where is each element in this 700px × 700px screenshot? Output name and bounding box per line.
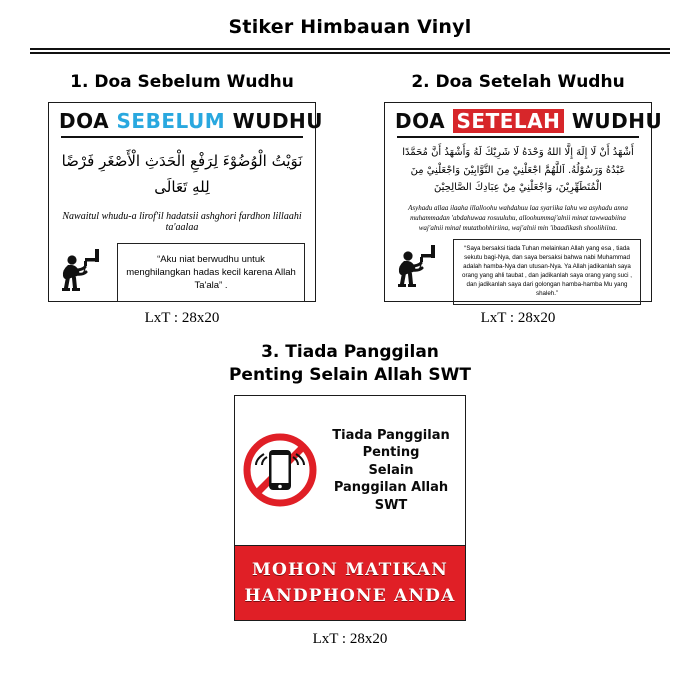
sticker-1-title-pre: DOA: [59, 109, 110, 133]
sticker-item-3: [0, 341, 700, 648]
sticker-2-card[interactable]: [384, 102, 663, 302]
sticker-3-heading: [229, 341, 471, 387]
sticker-3-heading-line2: Penting Selain Allah SWT: [228, 364, 472, 385]
sticker-3-message: [325, 427, 457, 515]
sticker-1-title-rule: [61, 136, 303, 138]
sticker-3-message-line2: Selain: [368, 462, 414, 478]
no-mobile-phone-icon: [241, 431, 319, 509]
sticker-1-meaning: “Aku niat berwudhu untuk menghilangkan hadas kecil karena Allah Ta'ala” .: [117, 243, 305, 303]
sticker-3-heading-line1: 3. Tiada Panggilan: [261, 342, 439, 362]
sticker-1-arabic: نَوَيْتُ الْوُضُوْءَ لِرَفْعِ الْحَدَثِ الْأَصْغَرِ فَرْضًا لِلهِ تَعَالَى: [61, 152, 303, 197]
page-title: Stiker Himbauan Vinyl: [228, 16, 472, 38]
wudhu-person-icon: [59, 243, 111, 295]
sticker-item-2: [368, 72, 668, 327]
sticker-1-title: [59, 109, 324, 133]
sticker-3-banner-line2: HANDPHONE ANDA: [244, 585, 456, 606]
sticker-3-message-line1: Tiada Panggilan Penting: [332, 427, 450, 461]
sticker-3-top: [235, 396, 465, 545]
sticker-2-dimension: LxT : 28x20: [480, 310, 556, 326]
sticker-1-transliteration: Nawaitul whudu-a lirof'il hadatsii ashghori fardhon lillaahi ta'aalaa: [62, 210, 302, 233]
sticker-2-title-rule: [397, 136, 639, 138]
sticker-2-bottom: [395, 239, 641, 305]
sticker-1-title-highlight: SEBELUM: [116, 109, 226, 133]
sticker-3-dimension: LxT : 28x20: [312, 630, 388, 647]
sticker-3-banner: [235, 545, 465, 620]
sticker-item-1: [32, 72, 332, 327]
sticker-1-dimension: LxT : 28x20: [144, 310, 220, 326]
sticker-1-bottom: [59, 243, 305, 303]
sticker-row-top: [0, 72, 700, 327]
sticker-2-heading: 2. Doa Setelah Wudhu: [411, 72, 625, 92]
sticker-1-card[interactable]: [48, 102, 324, 302]
title-divider: [30, 48, 670, 54]
sticker-2-arabic: أَشْهَدُ أَنْ لَا إِلَهَ إِلَّا اللهُ وَحْدَهُ لَا شَرِيْكَ لَهُ وَأَشْهَدُ أَنَّ مُحَمَّدًا عَبْدُهُ وَرَسُوْلُهُ. اَللَّهُمَّ اجْعَلْنِيْ مِنَ التَّوَّابِيْنَ وَاجْعَلْنِيْ مِنَ الْمُتَطَهِّرِيْنَ، وَاجْعَلْنِيْ مِنْ عِبَادِكَ الصَّالِحِيْنَ: [402, 147, 634, 193]
sticker-2-title-pre: DOA: [395, 109, 446, 133]
sticker-2-meaning: “Saya bersaksi tiada Tuhan melainkan Allah yang esa , tiada sekutu bagi-Nya, dan saya bersaksi bahwa nabi Muhammad adalah hamba-Nya dan utusan-Nya. Ya Allah jadikanlah saya orang yang ahli taubat , dan jadikanlah saya orang yang suci , dan jadikanlah saya dari golongan hamba-hamba Mu yang shaleh.”: [453, 239, 641, 305]
sticker-2-title-post: WUDHU: [571, 109, 663, 133]
wudhu-person-icon: [395, 239, 447, 291]
sticker-3-card[interactable]: [234, 395, 466, 621]
sticker-3-banner-line1: MOHON MATIKAN: [251, 559, 449, 580]
sticker-2-title-highlight: SETELAH: [453, 109, 565, 133]
sticker-2-title: [395, 109, 663, 133]
sticker-1-heading: 1. Doa Sebelum Wudhu: [70, 72, 294, 92]
sticker-1-title-post: WUDHU: [232, 109, 324, 133]
sticker-2-transliteration: Asyhadu allaa ilaaha illalloohu wahdahuu laa syariika lahu wa asyhadu anna muhammadan 'abdahuwaa rosuuluhu, alloohummaj'alnii minat tawwaabiina waj'alnii minal mutathohhiriina, waj'alnii min 'ibaadikash shoolihiina.: [408, 203, 628, 232]
sticker-3-message-line3: Panggilan Allah SWT: [333, 480, 449, 513]
